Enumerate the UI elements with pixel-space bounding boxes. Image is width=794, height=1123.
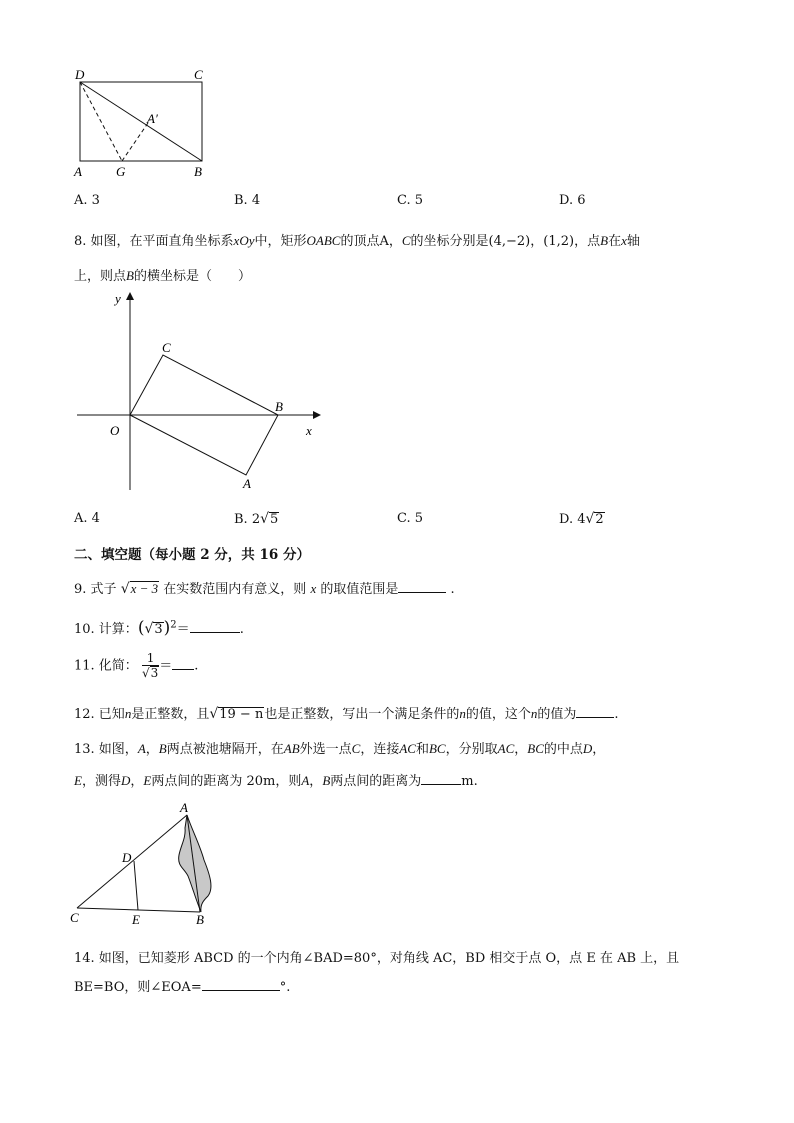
- q13-text: ，分别取: [445, 742, 498, 757]
- label-b: B: [194, 164, 202, 179]
- q13-e: E: [143, 773, 152, 788]
- q10-exponent: 2: [170, 619, 177, 631]
- answer-blank[interactable]: [202, 978, 280, 991]
- q8-text: 轴: [626, 234, 640, 249]
- label-a-prime: A′: [147, 111, 158, 126]
- q11-radicand: 3: [150, 666, 159, 680]
- q7-option-a: A. 3: [74, 193, 100, 208]
- q8-text: 中，矩形: [254, 234, 307, 249]
- paren-open: (: [137, 618, 145, 638]
- q13-d: D: [120, 773, 131, 788]
- label-e: E: [132, 912, 140, 927]
- q12: [74, 703, 619, 722]
- q12-text: 是正整数，且: [131, 707, 210, 722]
- q13-bc: BC: [527, 741, 544, 756]
- q11-text: ＝: [159, 658, 173, 674]
- label-c: C: [70, 910, 79, 925]
- answer-blank[interactable]: [398, 580, 446, 593]
- q12-text: 12. 已知: [74, 707, 125, 722]
- q11-text: .: [194, 658, 199, 674]
- q10-text: 10. 计算：: [74, 622, 138, 637]
- q13-ab: AB: [283, 741, 300, 756]
- q8-x: x: [621, 233, 627, 248]
- q13-b: B: [322, 773, 331, 788]
- label-d: D: [122, 850, 132, 865]
- q8-coord-a: (4,−2): [488, 234, 531, 249]
- q12-text: 的值为: [537, 707, 577, 722]
- q11: [74, 652, 198, 680]
- q8-figure: [72, 285, 332, 495]
- q8-option-b: [234, 511, 279, 527]
- label-b: B: [275, 399, 283, 414]
- answer-blank[interactable]: [190, 620, 240, 633]
- label-a: A: [74, 164, 82, 179]
- q13-e: E: [74, 773, 82, 788]
- fold-line-dg: [80, 82, 122, 161]
- q8-line2: [74, 265, 251, 284]
- q13-figure: [68, 800, 228, 930]
- q13-text: 和: [415, 742, 429, 757]
- sqrt-sign: √: [120, 581, 130, 597]
- q13-text: ，: [309, 774, 323, 789]
- q13-text: ，: [514, 742, 528, 757]
- q13-text: 外选一点: [299, 742, 352, 757]
- label-y: y: [115, 291, 121, 306]
- denominator: √3: [141, 666, 159, 680]
- q8-option-d: [559, 511, 605, 527]
- q13-d: D: [582, 741, 593, 756]
- label-d: D: [75, 67, 85, 82]
- q13-text: ，: [130, 774, 144, 789]
- q13-text: 两点被池塘隔开，在: [166, 742, 284, 757]
- q8-option-d-text: D. 4: [559, 512, 586, 527]
- q12-radicand: 19 − n: [219, 707, 264, 722]
- q13-line2: [74, 770, 478, 789]
- q8-text: 的横坐标是（ ）: [133, 269, 251, 284]
- sqrt-sign: √: [144, 621, 154, 637]
- q8-option-d-radicand: 2: [595, 512, 604, 527]
- fraction: [142, 652, 159, 680]
- q9-x: x: [310, 581, 317, 596]
- q9-radicand: x − 3: [130, 581, 159, 596]
- label-c: C: [194, 67, 203, 82]
- label-g: G: [116, 164, 126, 179]
- q13-text: ，连接: [360, 742, 400, 757]
- fold-line-ga: [122, 120, 150, 161]
- q12-text: 的值，这个: [465, 707, 531, 722]
- q13-text: 的中点: [543, 742, 583, 757]
- q8-b: B: [126, 268, 134, 283]
- q14-text: BE=BO，则∠EOA=: [74, 980, 202, 995]
- q8-text: 在: [608, 234, 622, 249]
- q10: [74, 618, 244, 638]
- paren-close: ): [163, 618, 171, 638]
- q13-a: A: [137, 741, 146, 756]
- q9-text: 的取值范围是: [320, 582, 399, 597]
- q13-line1: [74, 738, 605, 757]
- segment-ca: [77, 815, 187, 908]
- q7-option-d: D. 6: [559, 193, 586, 208]
- q12-n: n: [124, 706, 132, 721]
- label-a: A: [180, 800, 188, 815]
- q13-c: C: [351, 741, 361, 756]
- q7-option-c: C. 5: [397, 193, 424, 208]
- q13-text: 13. 如图，: [74, 742, 138, 757]
- q8-b: B: [600, 233, 609, 248]
- q8-rect: OABC: [306, 233, 341, 248]
- label-o: O: [110, 423, 120, 438]
- q8-text: 上，则点: [74, 269, 127, 284]
- q13-bc: BC: [428, 741, 446, 756]
- q13-b: B: [158, 741, 167, 756]
- q8-coord-c: (1,2): [543, 234, 575, 249]
- q9-text: .: [450, 582, 455, 597]
- answer-blank[interactable]: [576, 705, 614, 718]
- q13-a: A: [301, 773, 310, 788]
- q13-text: 两点间的距离为 20m，则: [151, 774, 302, 789]
- q8-c: C: [401, 233, 411, 248]
- q7-figure: [70, 64, 220, 179]
- q8-line1: [74, 230, 640, 249]
- q13-text: 两点间的距离为: [330, 774, 422, 789]
- q8-option-c: C. 5: [397, 511, 424, 526]
- q11-text: 11. 化简：: [74, 658, 138, 674]
- q12-text: 也是正整数，写出一个满足条件的: [264, 707, 460, 722]
- q8-option-b-text: B. 2: [234, 512, 261, 527]
- diagonal-db: [80, 82, 202, 161]
- q9-text: 9. 式子: [74, 582, 117, 597]
- q10-radicand: 3: [154, 622, 163, 637]
- q13-text: ，: [145, 742, 159, 757]
- sqrt-sign: √: [260, 511, 270, 527]
- q8-text: 8. 如图，在平面直角坐标系: [74, 234, 234, 249]
- q14-line1: 14. 如图，已知菱形 ABCD 的一个内角∠BAD=80°，对角线 AC，BD 相交于点 O，点 E 在 AB 上，且: [74, 951, 680, 966]
- q10-text: ＝: [176, 622, 190, 637]
- q10-text: .: [239, 622, 244, 637]
- sqrt-sign: √: [585, 511, 595, 527]
- label-x: x: [306, 423, 312, 438]
- answer-blank[interactable]: [172, 657, 194, 670]
- q14-line2: [74, 976, 290, 995]
- q8-xoy: xOy: [233, 233, 255, 248]
- q8-option-a: A. 4: [74, 511, 100, 526]
- q8-text: 的坐标分别是: [410, 234, 489, 249]
- q14-text: °.: [279, 980, 291, 995]
- section-heading: 二、填空题（每小题 2 分，共 16 分）: [74, 547, 310, 563]
- q12-n: n: [530, 706, 538, 721]
- sqrt-sign: √: [209, 706, 219, 722]
- q8-option-b-radicand: 5: [270, 512, 279, 527]
- pond-shape: [179, 815, 211, 912]
- q8-text: ，: [530, 234, 544, 249]
- q12-n: n: [459, 706, 466, 721]
- q8-text: 的顶点A，: [340, 234, 402, 249]
- label-a: A: [243, 476, 251, 491]
- q13-text: ，测得: [81, 774, 121, 789]
- label-c: C: [162, 340, 171, 355]
- q9-text: 在实数范围内有意义，则: [163, 582, 307, 597]
- q8-text: ，点: [574, 234, 601, 249]
- q13-ac: AC: [399, 741, 416, 756]
- label-b: B: [196, 912, 204, 927]
- q13-text: ，: [592, 742, 606, 757]
- numerator: 1: [142, 652, 159, 666]
- q13-text: m.: [461, 774, 478, 789]
- answer-blank[interactable]: [421, 772, 461, 785]
- segment-de: [134, 861, 138, 910]
- q9: [74, 578, 455, 597]
- q13-ac: AC: [497, 741, 515, 756]
- q12-text: .: [614, 707, 619, 722]
- q7-option-b: B. 4: [234, 193, 261, 208]
